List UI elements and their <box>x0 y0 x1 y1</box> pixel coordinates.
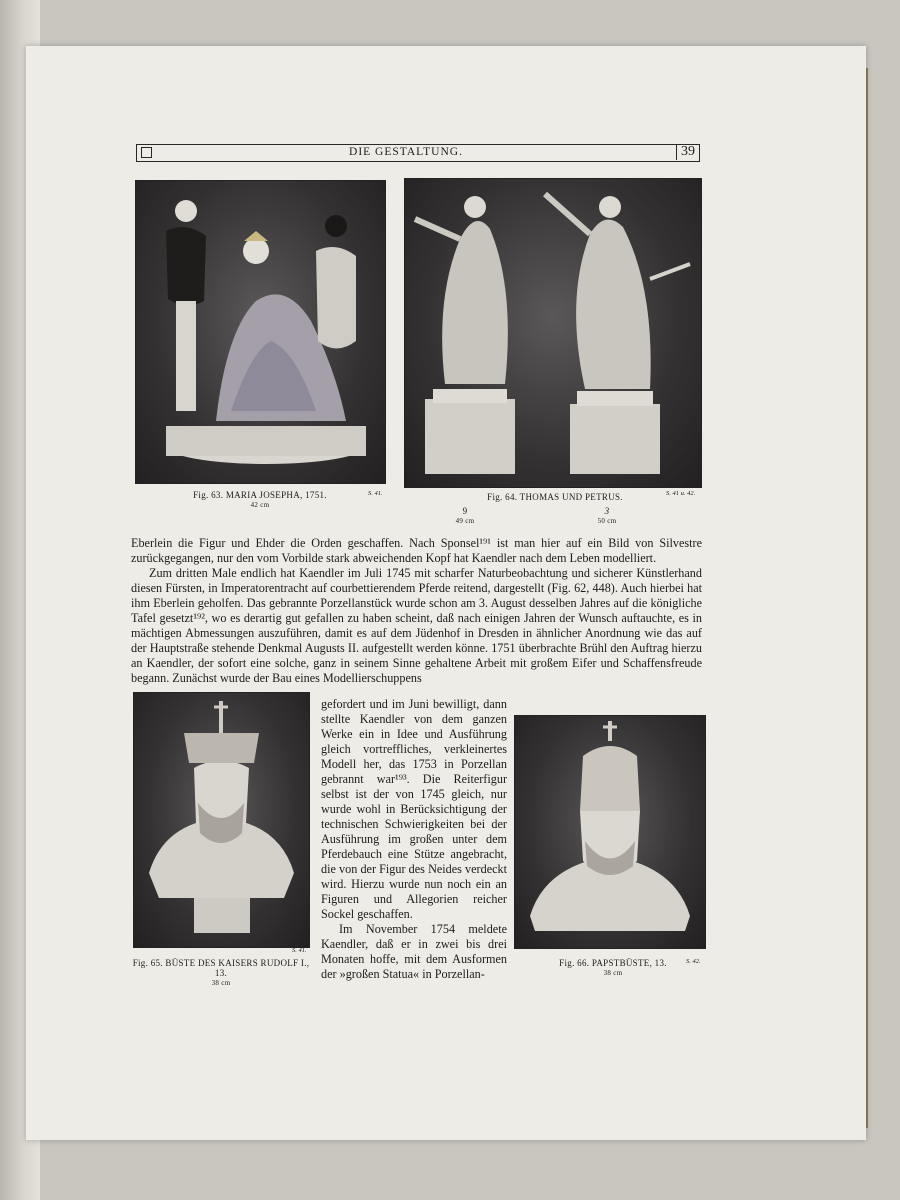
porcelain-group-figure-icon <box>136 181 385 483</box>
photo-bust-rudolf <box>133 692 310 948</box>
paragraph-4: Im November 1754 meldete Kaendler, daß er in zwei bis drei Monaten hoffe, mit dem Ausformen der »großen Statua« in Porzellan- <box>321 922 507 981</box>
ref-fig64: S. 41 u. 42. <box>666 490 696 497</box>
paragraph-3: gefordert und im Juni bewilligt, dann stellte Kaendler von dem ganzen Werke ein in Idee und Ausführung gleich vortreffliches, verkleinertes Modell her, das 1753 in Porzellan gebrannt war¹⁹³. Die Reiterfigur selbst ist der von 1745 gleich, nur wurde wohl in Berücksichtigung der technischen Schwierigkeiten bei der Ausführung im großen unter dem Pferdebauch eine Stütze angebracht, die von der Figur des Neides verdeckt wird. Hierzu wurde nun noch ein an Figuren und Allegorien reicher Sockel geschaffen. <box>321 697 507 921</box>
ref-fig66: S. 42. <box>686 958 701 965</box>
page-number: 39 <box>676 144 699 160</box>
paragraph-1: Eberlein die Figur und Ehder die Orden geschaffen. Nach Sponsel¹⁹¹ ist man hier auf ein Bild von Silvestre zurückgegangen, nur den vom Vorbilde stark abweichenden Kopf hat Kaendler nach dem Leben modelliert. <box>131 536 702 565</box>
caption-fig66-size: 38 cm <box>603 969 623 977</box>
caption-fig64-size-right: 50 cm <box>597 517 617 525</box>
porcelain-saints-figure-icon <box>405 179 701 487</box>
pope-bust-icon <box>515 716 705 948</box>
emperor-bust-icon <box>134 693 309 947</box>
running-head-title: DIE GESTALTUNG. <box>349 146 463 158</box>
body-text-full <box>131 536 702 692</box>
running-head <box>136 144 700 162</box>
caption-fig64-size-left: 49 cm <box>455 517 475 525</box>
caption-fig64-left <box>450 506 480 525</box>
caption-fig64 <box>470 492 640 502</box>
ref-fig63: S. 41. <box>368 490 383 497</box>
photo-pope-bust <box>514 715 706 949</box>
body-text-column <box>321 697 507 982</box>
caption-fig64-right <box>592 506 622 525</box>
caption-fig65 <box>128 958 314 987</box>
caption-fig64-num-right: 3 <box>604 506 610 516</box>
caption-fig64-label: Fig. 64. THOMAS UND PETRUS. <box>487 492 623 502</box>
paragraph-2: Zum dritten Male endlich hat Kaendler im Juli 1745 mit scharfer Naturbeobachtung und sicherer Künstlerhand diesen Fürsten, in Imperatorentracht auf courbettierendem Pferde reitend, dargestellt (Fig. 62, 448). Auch hierbei hat ihm Eberlein geholfen. Das gebrannte Porzellanstück wurde schon am 3. August desselben Jahres auf die königliche Tafel gesetzt¹⁹², wo es derartig gut gefallen zu haben scheint, daß nach einigen Jahren der Wunsch auftauchte, es in mächtigen Abmessungen auszuführen, damit es auf dem Jüdenhof in Dresden in ähnlicher Anordnung wie das auf der Hauptstraße stehende Denkmal Augusts II. aufgestellt werden könne. 1751 überbrachte Brühl den Auftrag hierzu an Kaendler, der sofort eine solche, ganz in seinem Sinne gehaltene Arbeit mit großem Eifer und Schaffensfreude begann. Zunächst wurde der Bau eines Modellierschuppens <box>131 566 702 685</box>
caption-fig65-size: 38 cm <box>211 979 231 987</box>
photo-maria-josepha <box>135 180 386 484</box>
caption-fig66-label: Fig. 66. PAPSTBÜSTE, 13. <box>559 958 667 968</box>
caption-fig65-label: Fig. 65. BÜSTE DES KAISERS RUDOLF I., 13. <box>132 958 310 978</box>
photo-thomas-petrus <box>404 178 702 488</box>
ref-fig65: S. 41. <box>292 947 307 954</box>
caption-fig63 <box>140 490 380 509</box>
caption-fig63-size: 42 cm <box>250 501 270 509</box>
caption-fig66 <box>548 958 678 977</box>
caption-fig64-num-left: 9 <box>462 506 468 516</box>
caption-fig63-label: Fig. 63. MARIA JOSEPHA, 1751. <box>193 490 327 500</box>
